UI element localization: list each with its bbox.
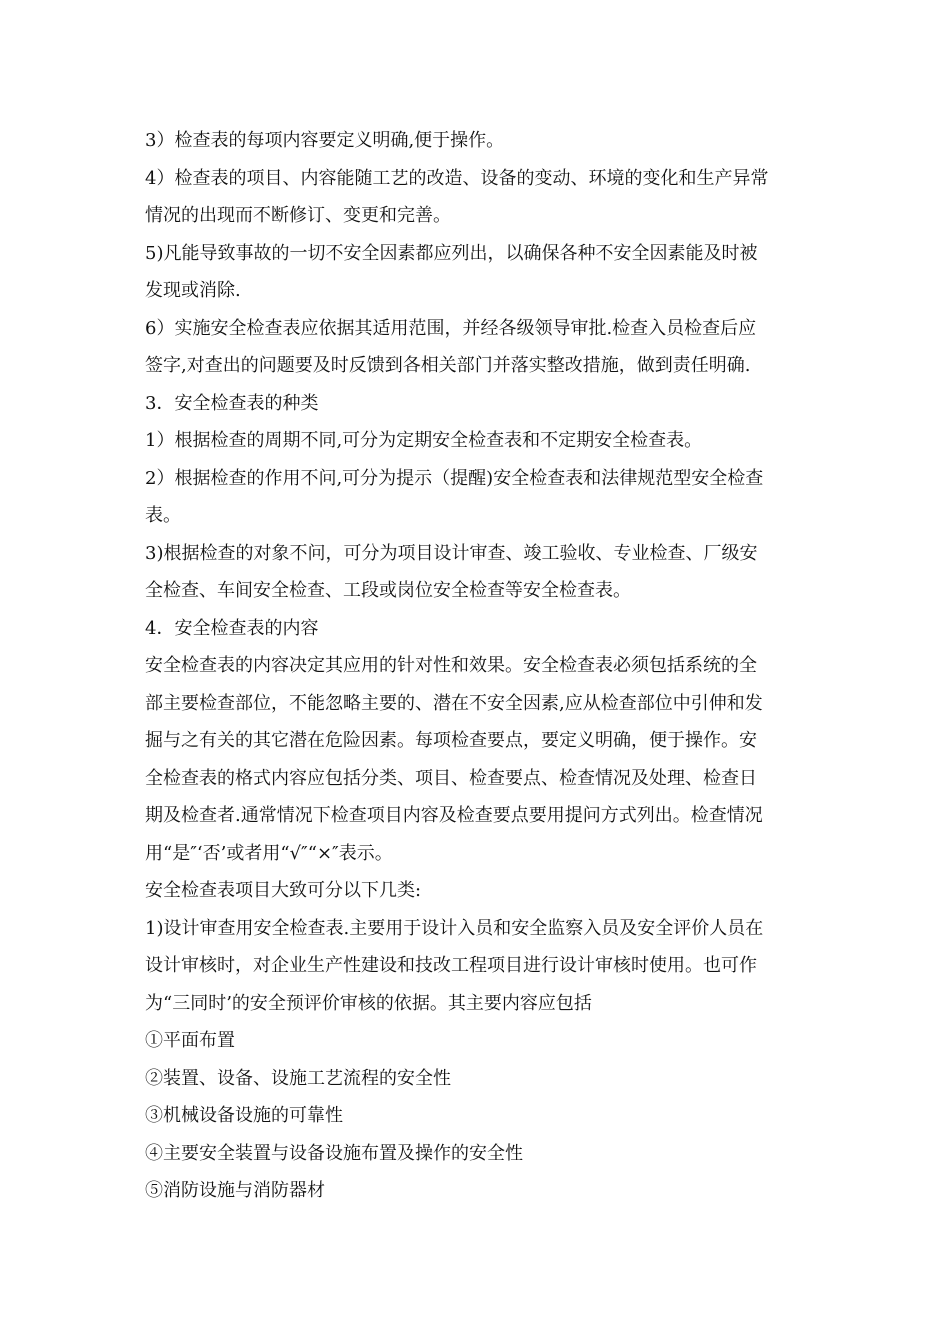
text-line: 2）根据检查的作用不问,可分为提示（提醒)安全检查表和法律规范型安全检查 xyxy=(145,467,764,489)
list-item: ①平面布置 xyxy=(145,1030,235,1051)
text-line: 3)根据检查的对象不问，可分为项目设计审查、竣工验收、专业检查、厂级安 xyxy=(145,542,758,564)
text-line: 全检查、车间安全检查、工段或岗位安全检查等安全检查表。 xyxy=(145,580,631,601)
text-line: 5)凡能导致事故的一切不安全因素都应列出，以确保各种不安全因素能及时被 xyxy=(145,242,758,264)
text-line: 1）根据检查的周期不同,可分为定期安全检查表和不定期安全检查表。 xyxy=(145,430,703,451)
list-item: ③机械设备设施的可靠性 xyxy=(145,1105,343,1126)
section-heading: 4．安全检查表的内容 xyxy=(145,617,319,639)
document-body xyxy=(145,122,807,1210)
section-heading: 3．安全检查表的种类 xyxy=(145,392,319,414)
text-line: 安全检查表的内容决定其应用的针对性和效果。安全检查表必须包括系统的全 xyxy=(145,655,757,676)
text-line: 设计审核时，对企业生产性建设和技改工程项目进行设计审核时使用。也可作 xyxy=(145,955,757,976)
text-line: 表。 xyxy=(145,505,181,526)
text-line: 用“是″‘否’或者用“√″“×″表示。 xyxy=(145,842,393,864)
list-item: ④主要安全装置与设备设施布置及操作的安全性 xyxy=(145,1142,523,1164)
text-line: 为“三同时’的安全预评价审核的依据。其主要内容应包括 xyxy=(145,992,592,1014)
list-item: ⑤消防设施与消防器材 xyxy=(145,1180,325,1201)
text-line: 1)设计审查用安全检查表.主要用于设计入员和安全监察入员及安全评价人员在 xyxy=(145,917,764,939)
text-line: 3）检查表的每项内容要定义明确,便于操作。 xyxy=(145,130,505,151)
text-line: 4）检查表的项目、内容能随工艺的改造、设备的变动、环境的变化和生产异常 xyxy=(145,167,769,189)
text-line: 全检查表的格式内容应包括分类、项目、检查要点、检查情况及处理、检查日 xyxy=(145,767,757,789)
text-line: 部主要检查部位，不能忽略主要的、潜在不安全因素,应从检查部位中引伸和发 xyxy=(145,692,763,714)
text-line: 安全检查表项目大致可分以下几类: xyxy=(145,880,422,901)
text-line: 期及检查者.通常情况下检查项目内容及检查要点要用提问方式列出。检查情况 xyxy=(145,805,763,826)
text-line: 掘与之有关的其它潜在危险因素。每项检查要点，要定义明确，便于操作。安 xyxy=(145,730,757,751)
list-item: ②装置、设备、设施工艺流程的安全性 xyxy=(145,1067,451,1089)
text-line: 情况的出现而不断修订、变更和完善。 xyxy=(145,205,451,226)
text-line: 签字,对查出的问题要及时反馈到各相关部门并落实整改措施，做到责任明确. xyxy=(145,355,751,376)
text-line: 6）实施安全检查表应依据其适用范围，并经各级领导审批.检查入员检查后应 xyxy=(145,317,757,339)
text-line: 发现或消除. xyxy=(145,280,241,301)
